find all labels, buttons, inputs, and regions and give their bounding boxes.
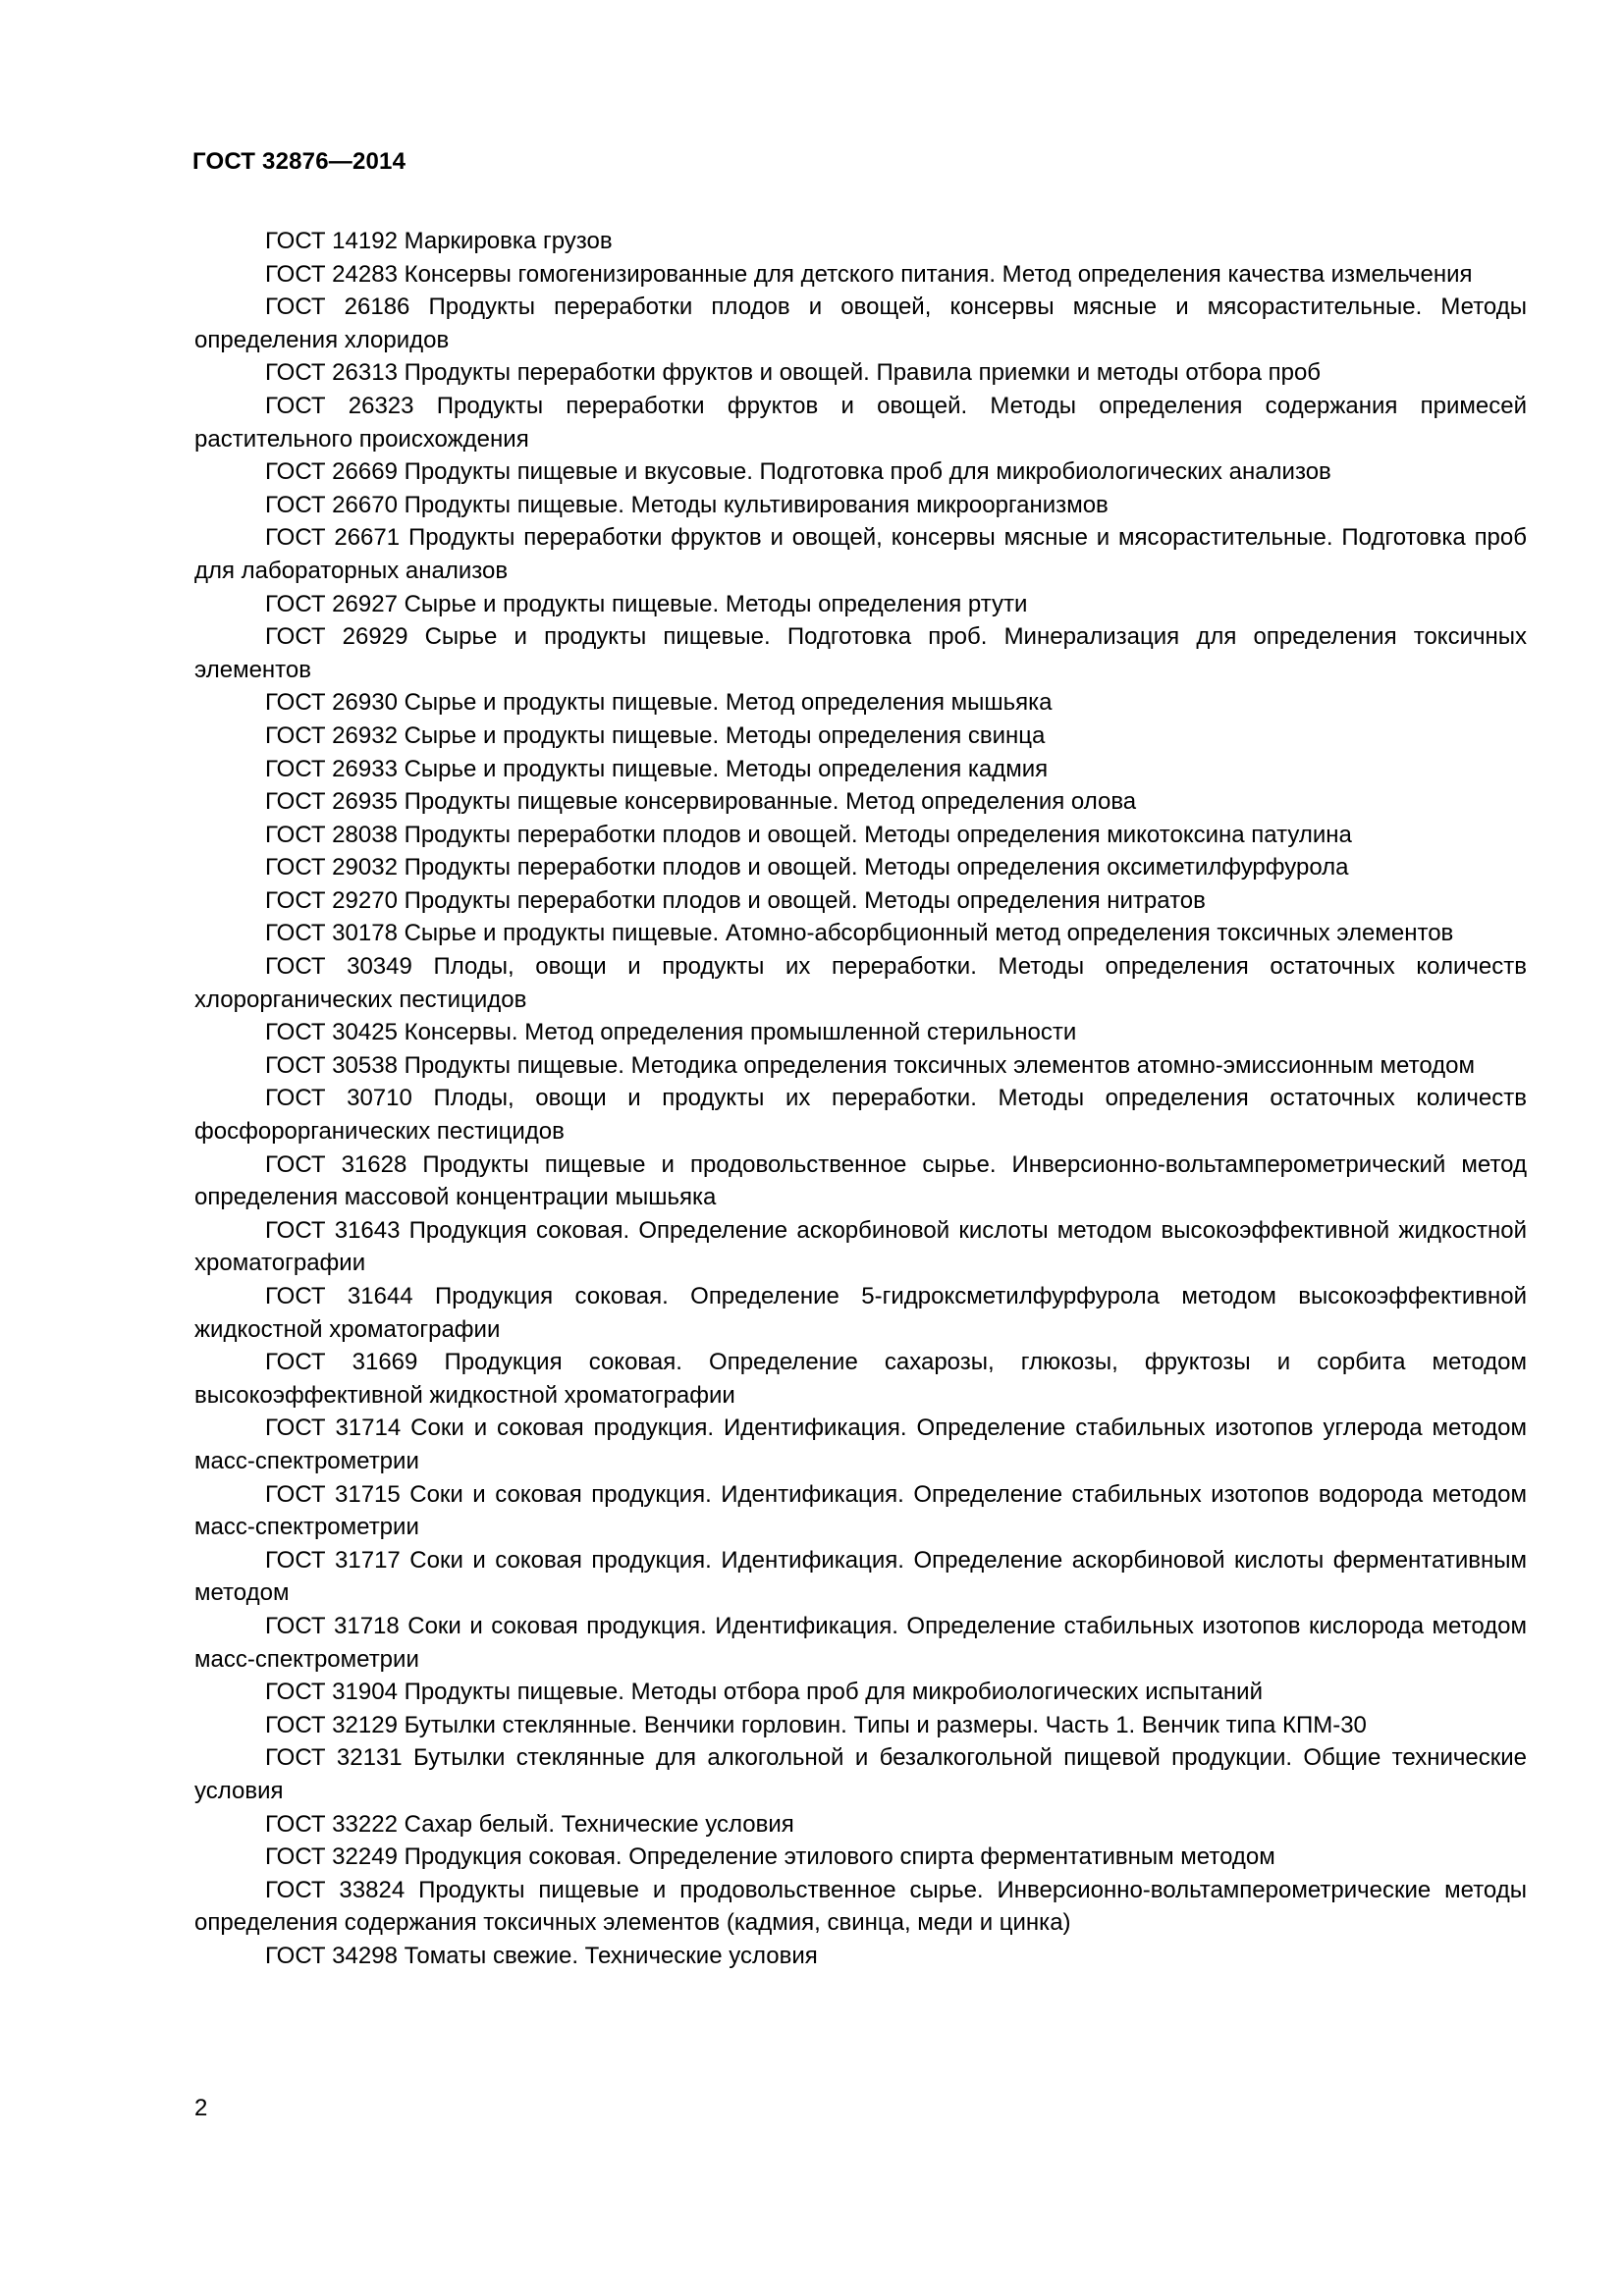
reference-entry: ГОСТ 33824 Продукты пищевые и продовольственное сырье. Инверсионно-вольтамперометрические методы определения содержания токсичных элементов (кадмия, свинца, меди и цинка) — [194, 1876, 1527, 1937]
reference-entry: ГОСТ 32131 Бутылки стеклянные для алкогольной и безалкогольной пищевой продукции. Общие технические условия — [194, 1744, 1527, 1804]
reference-entry: ГОСТ 31644 Продукция соковая. Определение 5-гидроксметилфурфурола методом высокоэффективной жидкостной хроматографии — [194, 1283, 1527, 1343]
reference-entry: ГОСТ 26930 Сырье и продукты пищевые. Метод определения мышьяка — [265, 689, 1053, 717]
references-list — [194, 225, 1527, 1972]
reference-entry: ГОСТ 30710 Плоды, овощи и продукты их переработки. Методы определения остаточных количеств фосфорорганических пестицидов — [194, 1085, 1527, 1146]
reference-entry: ГОСТ 14192 Маркировка грузов — [265, 228, 613, 254]
reference-entry: ГОСТ 30538 Продукты пищевые. Методика определения токсичных элементов атомно-эмиссионным методом — [265, 1051, 1475, 1079]
reference-entry: ГОСТ 31904 Продукты пищевые. Методы отбора проб для микробиологических испытаний — [265, 1679, 1263, 1706]
reference-entry: ГОСТ 31669 Продукция соковая. Определение сахарозы, глюкозы, фруктозы и сорбита методом высокоэффективной жидкостной хроматографии — [194, 1349, 1527, 1409]
reference-entry: ГОСТ 26933 Сырье и продукты пищевые. Методы определения кадмия — [265, 755, 1049, 782]
reference-entry: ГОСТ 28038 Продукты переработки плодов и овощей. Методы определения микотоксина патулина — [265, 821, 1352, 848]
reference-entry: ГОСТ 32249 Продукция соковая. Определение этилового спирта ферментативным методом — [265, 1843, 1275, 1871]
reference-entry: ГОСТ 31717 Соки и соковая продукция. Идентификация. Определение аскорбиновой кислоты ферментативным методом — [194, 1546, 1527, 1607]
document-header: ГОСТ 32876—2014 — [192, 148, 406, 175]
reference-entry: ГОСТ 26929 Сырье и продукты пищевые. Подготовка проб. Минерализация для определения токсичных элементов — [194, 623, 1527, 683]
reference-entry: ГОСТ 31715 Соки и соковая продукция. Идентификация. Определение стабильных изотопов водорода методом масс-спектрометрии — [194, 1480, 1527, 1541]
reference-entry: ГОСТ 31714 Соки и соковая продукция. Идентификация. Определение стабильных изотопов углерода методом масс-спектрометрии — [194, 1415, 1527, 1474]
page-number: 2 — [194, 2095, 208, 2121]
reference-entry: ГОСТ 24283 Консервы гомогенизированные для детского питания. Метод определения качества измельчения — [265, 260, 1473, 288]
reference-entry: ГОСТ 30178 Сырье и продукты пищевые. Атомно-абсорбционный метод определения токсичных элементов — [265, 920, 1454, 947]
reference-entry: ГОСТ 32129 Бутылки стеклянные. Венчики горловин. Типы и размеры. Часть 1. Венчик типа КПМ-30 — [265, 1711, 1367, 1738]
reference-entry: ГОСТ 29032 Продукты переработки плодов и овощей. Методы определения оксиметилфурфурола — [265, 854, 1349, 881]
reference-entry: ГОСТ 26935 Продукты пищевые консервированные. Метод определения олова — [265, 788, 1137, 816]
reference-entry: ГОСТ 26932 Сырье и продукты пищевые. Методы определения свинца — [265, 721, 1046, 749]
reference-entry: ГОСТ 33222 Сахар белый. Технические условия — [265, 1810, 794, 1838]
reference-entry: ГОСТ 26669 Продукты пищевые и вкусовые. Подготовка проб для микробиологических анализов — [265, 458, 1331, 486]
reference-entry: ГОСТ 26670 Продукты пищевые. Методы культивирования микроорганизмов — [265, 491, 1109, 518]
reference-entry: ГОСТ 31643 Продукция соковая. Определение аскорбиновой кислоты методом высокоэффективной жидкостной хроматографии — [194, 1216, 1527, 1277]
reference-entry: ГОСТ 26323 Продукты переработки фруктов и овощей. Методы определения содержания примесей растительного происхождения — [194, 392, 1527, 453]
reference-entry: ГОСТ 26313 Продукты переработки фруктов и овощей. Правила приемки и методы отбора проб — [265, 359, 1322, 387]
reference-entry: ГОСТ 31628 Продукты пищевые и продовольственное сырье. Инверсионно-вольтамперометрический метод определения массовой концентрации мышьяка — [194, 1150, 1527, 1211]
reference-entry: ГОСТ 34298 Томаты свежие. Технические условия — [265, 1942, 818, 1969]
reference-entry: ГОСТ 26671 Продукты переработки фруктов и овощей, консервы мясные и мясорастительные. Подготовка проб для лабораторных анализов — [194, 524, 1527, 584]
reference-entry: ГОСТ 29270 Продукты переработки плодов и овощей. Методы определения нитратов — [265, 886, 1206, 914]
reference-entry: ГОСТ 26186 Продукты переработки плодов и овощей, консервы мясные и мясорастительные. Методы определения хлоридов — [194, 294, 1527, 353]
reference-entry: ГОСТ 30425 Консервы. Метод определения промышленной стерильности — [265, 1019, 1077, 1046]
reference-entry: ГОСТ 26927 Сырье и продукты пищевые. Методы определения ртути — [265, 590, 1028, 617]
reference-entry: ГОСТ 30349 Плоды, овощи и продукты их переработки. Методы определения остаточных количеств хлорорганических пестицидов — [194, 953, 1527, 1013]
reference-entry: ГОСТ 31718 Соки и соковая продукция. Идентификация. Определение стабильных изотопов кислорода методом масс-спектрометрии — [194, 1612, 1527, 1673]
